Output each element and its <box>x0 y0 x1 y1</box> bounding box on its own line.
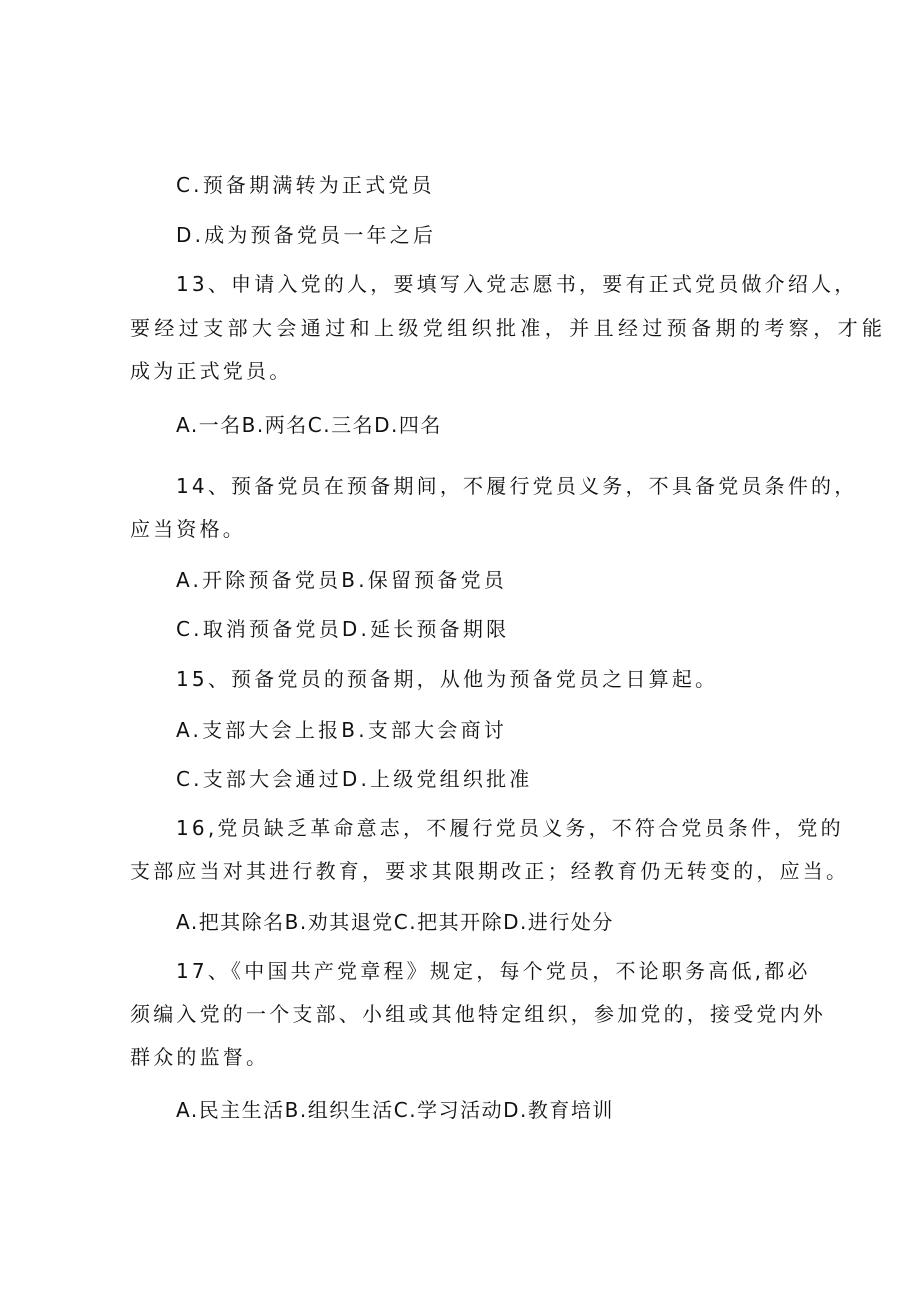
q14-text-line-1: 14、预备党员在预备期间，不履行党员义务，不具备党员条件的， <box>176 474 858 498</box>
q13-options: A.一名B.两名C.三名D.四名 <box>176 413 442 437</box>
q17-options: A.民主生活B.组织生活C.学习活动D.教育培训 <box>176 1098 614 1122</box>
q17-text-line-1: 17、《中国共产党章程》规定，每个党员，不论职务高低,都必 <box>176 959 811 983</box>
q13-text-line-2: 要经过支部大会通过和上级党组织批准，并且经过预备期的考察，才能 <box>130 316 887 340</box>
q16-options: A.把其除名B.劝其退党C.把其开除D.进行处分 <box>176 910 614 934</box>
q16-text-line-2: 支部应当对其进行教育，要求其限期改正；经教育仍无转变的，应当。 <box>130 859 850 883</box>
q17-text-line-2: 须编入党的一个支部、小组或其他特定组织，参加党的，接受党内外 <box>130 1002 826 1026</box>
q14-options-line-1: A.开除预备党员B.保留预备党员 <box>176 568 507 592</box>
q12-option-c: C.预备期满转为正式党员 <box>176 173 435 197</box>
q15-options-line-2: C.支部大会通过D.上级党组织批准 <box>176 767 533 791</box>
q13-text-line-3: 成为正式党员。 <box>130 359 293 383</box>
q14-text-line-2: 应当资格。 <box>130 517 246 541</box>
q12-option-d: D.成为预备党员一年之后 <box>176 223 437 247</box>
q13-text-line-1: 13、申请入党的人，要填写入党志愿书，要有正式党员做介绍人， <box>176 272 858 296</box>
q14-options-line-2: C.取消预备党员D.延长预备期限 <box>176 617 510 641</box>
q17-text-line-3: 群众的监督。 <box>130 1045 270 1069</box>
q15-options-line-1: A.支部大会上报B.支部大会商讨 <box>176 718 507 742</box>
q16-text-line-1: 16,党员缺乏革命意志，不履行党员义务，不符合党员条件，党的 <box>176 816 844 840</box>
q15-text: 15、预备党员的预备期，从他为预备党员之日算起。 <box>176 667 719 691</box>
